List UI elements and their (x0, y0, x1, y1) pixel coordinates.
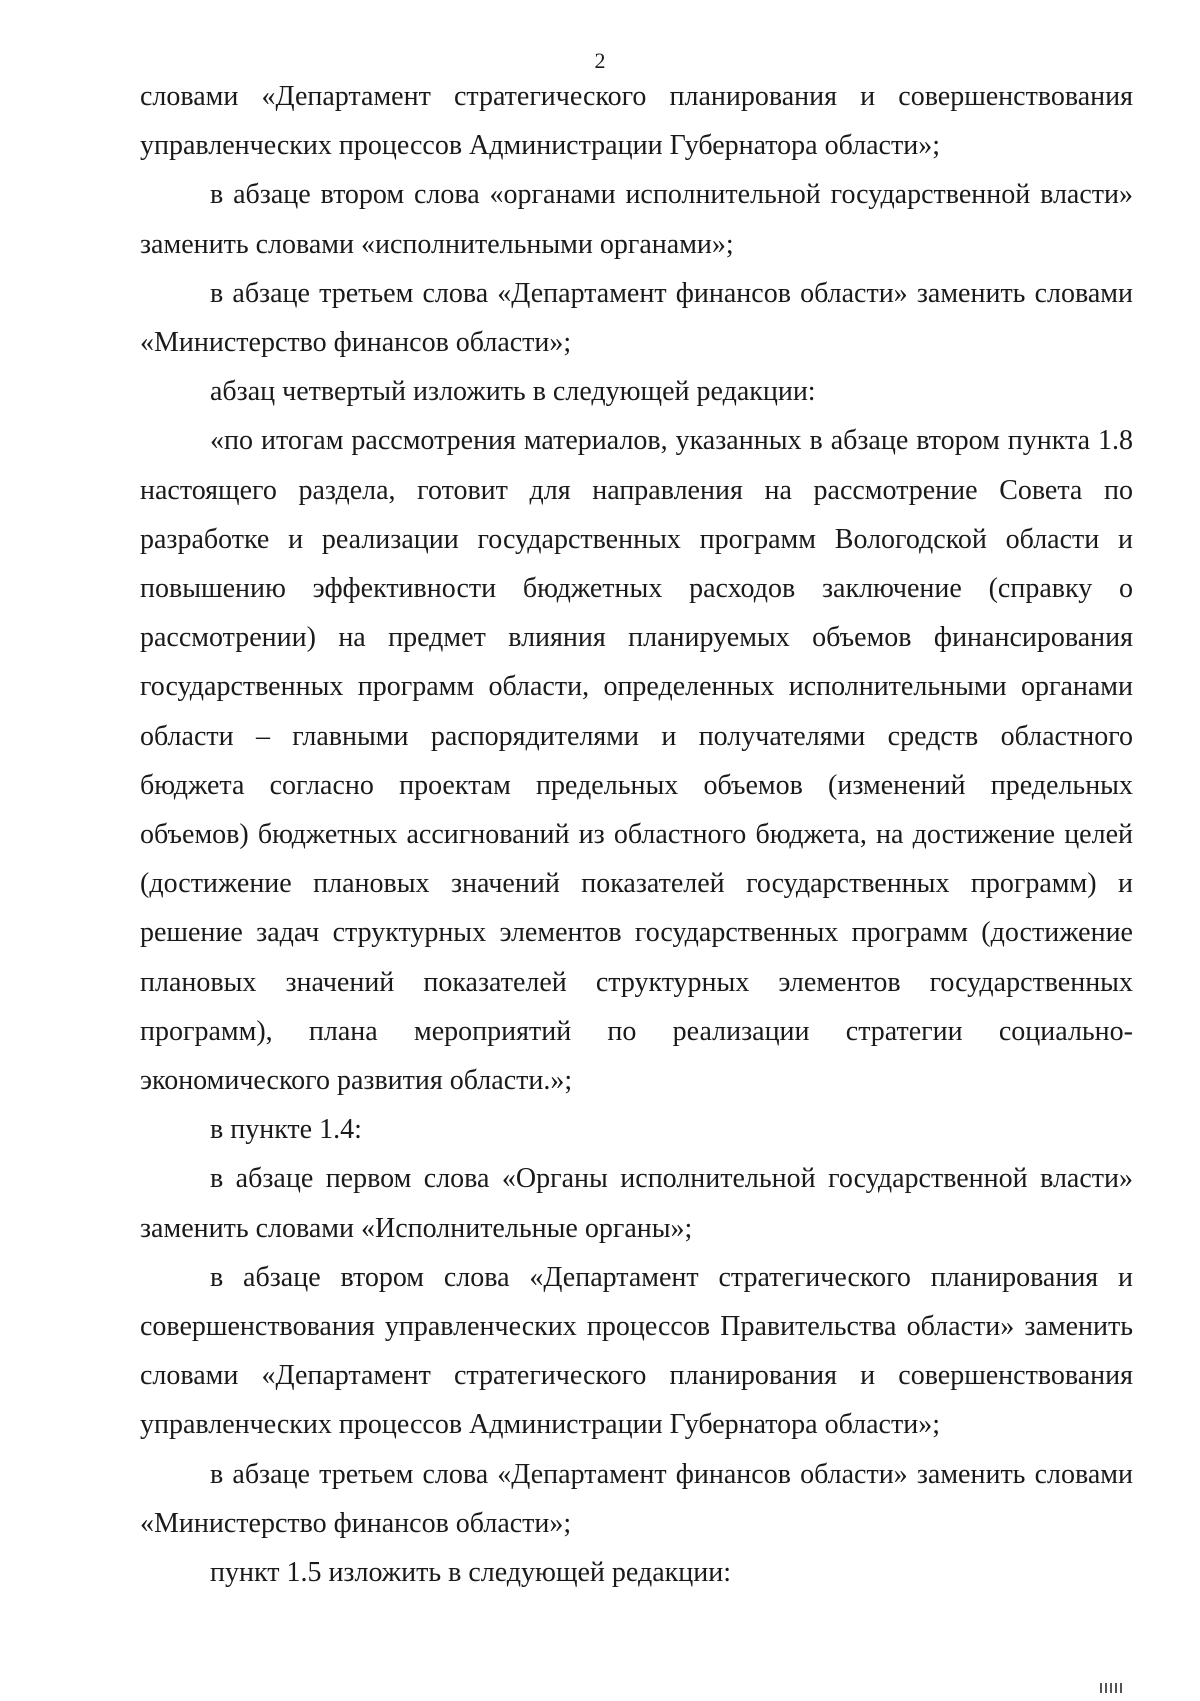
paragraph-continuation: словами «Департамент стратегического планирования и совершенствования управленческих процессов Администрации Губернатора области»; (140, 81, 1133, 162)
paragraph: в абзаце втором слова «Департамент стратегического планирования и совершенствования управленческих процессов Правительства области» заменить словами «Департамент стратегического планирования и совершенствования управленческих процессов Администрации Губернатора области»; (140, 1261, 1133, 1441)
paragraph: в абзаце первом слова «Органы исполнительной государственной власти» заменить словами «Исполнительные органы»; (140, 1163, 1133, 1244)
paragraph: в пункте 1.4: (210, 1114, 362, 1146)
paragraph: абзац четвертый изложить в следующей редакции: (210, 376, 816, 408)
paragraph: в абзаце третьем слова «Департамент финансов области» заменить словами «Министерство финансов области»; (140, 277, 1133, 359)
paragraph: пункт 1.5 изложить в следующей редакции: (210, 1557, 731, 1589)
page-number: 2 (594, 48, 606, 73)
paragraph-quoted-text: «по итогам рассмотрения материалов, указанных в абзаце втором пункта 1.8 настоящего раздела, готовит для направления на рассмотрение Совета по разработке и реализации государственных программ Вологодской области и повышению эффективности бюджетных расходов заключение (справку о рассмотрении) на предмет влияния планируемых объемов финансирования государственных программ области, определенных исполнительными органами области – главными распорядителями и получателями средств областного бюджета согласно проектам предельных объемов (изменений предельных объемов) бюджетных ассигнований из областного бюджета, на достижение целей (достижение плановых значений показателей государственных программ) и решение задач структурных элементов государственных программ (достижение плановых значений показателей структурных элементов государственных программ), плана мероприятий по реализации стратегии социально-экономического развития области.»; (140, 425, 1133, 1097)
scan-mark (1100, 1669, 1160, 1679)
paragraph: в абзаце третьем слова «Департамент финансов области» заменить словами «Министерство финансов области»; (140, 1458, 1133, 1539)
paragraph: в абзаце втором слова «органами исполнительной государственной власти» заменить словами «исполнительными органами»; (140, 179, 1133, 260)
document-body (140, 72, 1133, 1597)
